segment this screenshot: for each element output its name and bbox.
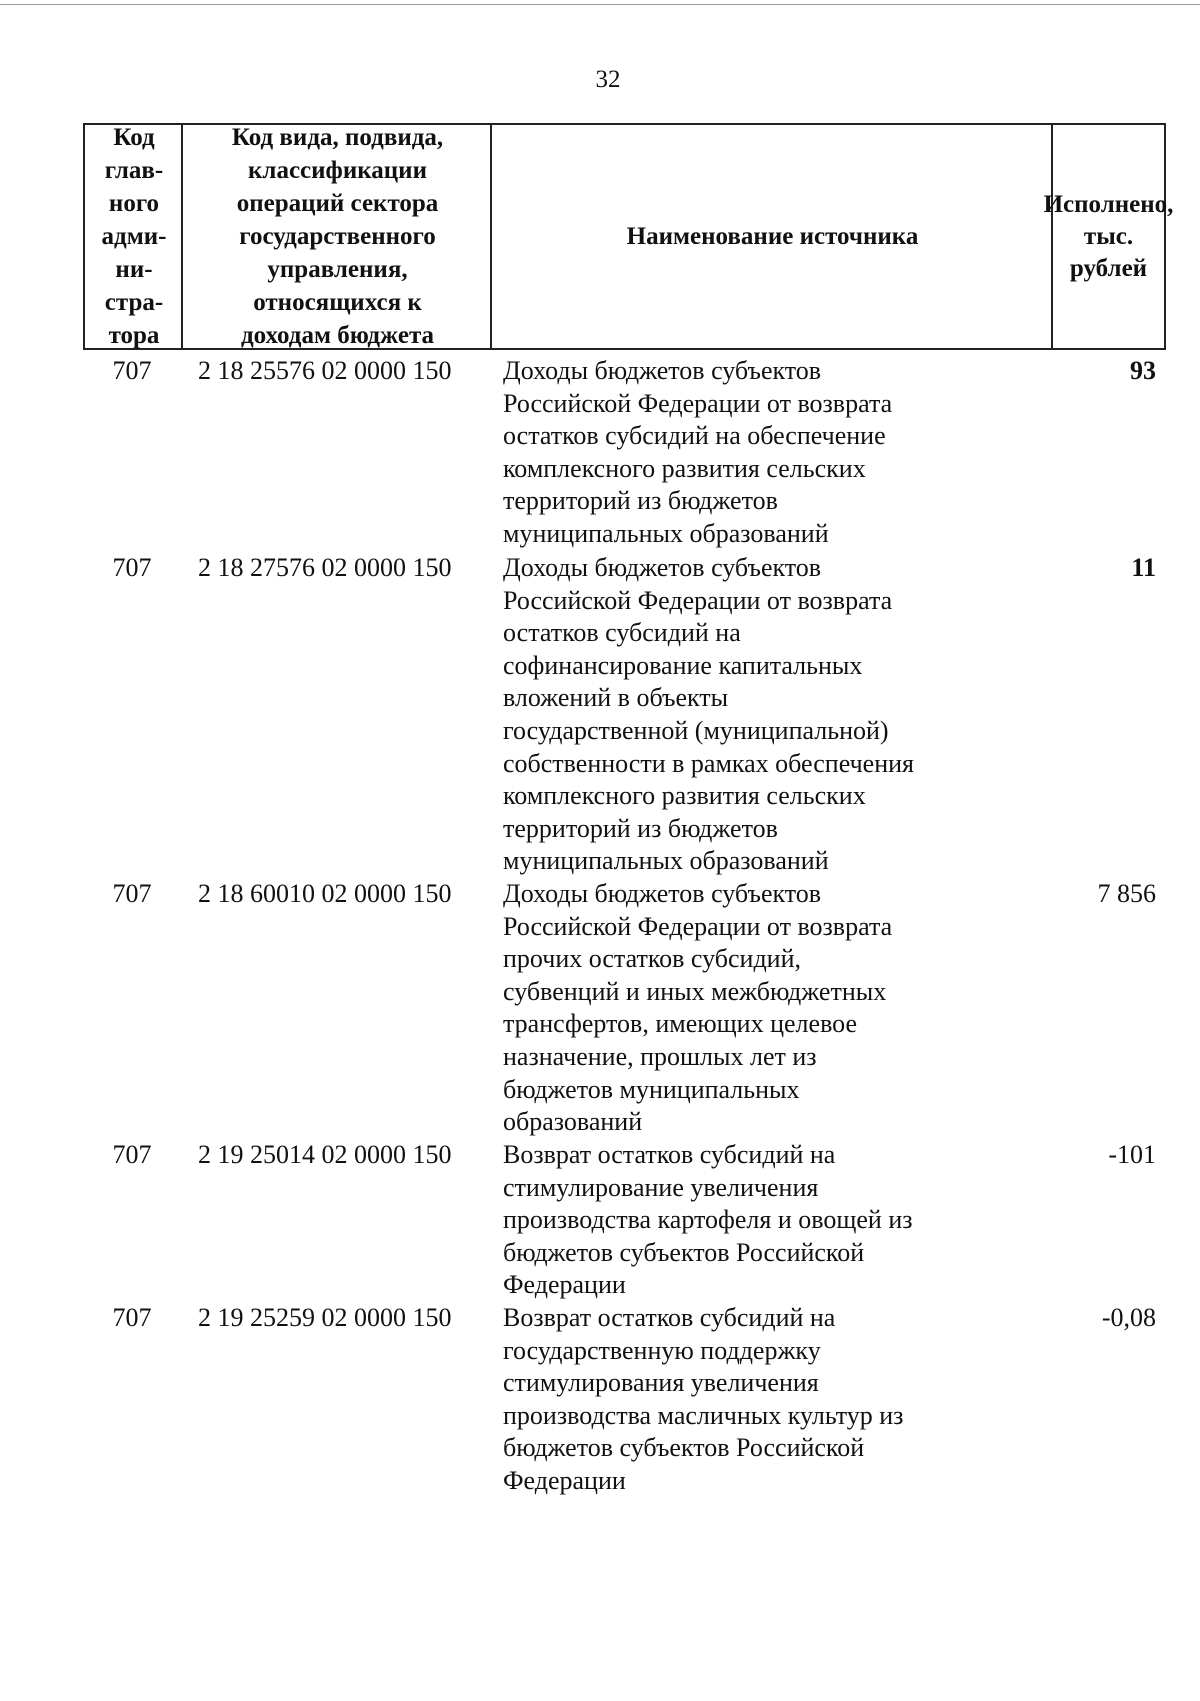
classification-code: 2 19 25259 02 0000 150	[198, 1303, 452, 1332]
text-line: государственную поддержку	[503, 1335, 821, 1365]
table-header	[83, 123, 1174, 350]
text-line: производства масличных культур из	[503, 1400, 904, 1430]
admin-code: 707	[112, 1303, 152, 1332]
text-line: ного	[108, 190, 160, 217]
text-line: Исполнено,	[1043, 190, 1174, 218]
text-line: адми-	[101, 223, 167, 250]
text-line: комплексного развития сельских	[503, 781, 866, 811]
top-rule	[0, 4, 1200, 5]
header-classification-code	[183, 125, 492, 348]
classification-code: 2 18 60010 02 0000 150	[198, 879, 452, 908]
text-line: остатков субсидий на обеспечение	[503, 421, 886, 451]
text-line: глав-	[104, 157, 164, 184]
page-number: 32	[595, 66, 621, 93]
text-line: государственного	[239, 223, 436, 250]
text-line: бюджетов муниципальных	[503, 1074, 800, 1104]
text-line: государственной (муниципальной)	[503, 715, 889, 745]
text-line: классификации	[248, 157, 427, 184]
text-line: Доходы бюджетов субъектов	[503, 553, 822, 582]
text-line: вложений в объекты	[503, 683, 729, 713]
text-line: стимулирования увеличения	[503, 1368, 819, 1398]
text-line: трансфертов, имеющих целевое	[503, 1009, 858, 1039]
text-line: Доходы бюджетов субъектов	[503, 356, 822, 385]
text-line: Федерации	[503, 1270, 626, 1300]
text-line: тыс.	[1083, 222, 1134, 250]
source-name	[503, 1302, 1063, 1498]
text-line: прочих остатков субсидий,	[503, 944, 802, 974]
text-line: остатков субсидий на	[503, 618, 741, 648]
text-line: образований	[503, 1107, 643, 1137]
text-line: рублей	[1069, 254, 1148, 282]
executed-amount: -0,08	[1101, 1303, 1156, 1332]
header-text	[102, 121, 167, 352]
text-line: стимулирование увеличения	[503, 1172, 819, 1202]
text-line: относящихся к	[253, 289, 422, 316]
header-executed-amount	[1043, 125, 1174, 348]
text-line: операций сектора	[236, 190, 439, 217]
source-name	[503, 1139, 1063, 1302]
text-line: бюджетов субъектов Российской	[503, 1433, 865, 1463]
text-line: Наименование источника	[626, 223, 919, 250]
text-line: управления,	[267, 256, 408, 283]
header-text	[627, 220, 919, 253]
text-line: Российской Федерации от возврата	[503, 585, 893, 615]
text-line: софинансирование капитальных	[503, 650, 863, 680]
admin-code: 707	[112, 879, 152, 908]
text-line: Российской Федерации от возврата	[503, 388, 893, 418]
text-line: Код	[113, 124, 155, 151]
text-line: производства картофеля и овощей из	[503, 1205, 913, 1235]
text-line: территорий из бюджетов	[503, 486, 778, 516]
text-line: Возврат остатков субсидий на	[503, 1140, 836, 1169]
executed-amount: -101	[1108, 1140, 1156, 1169]
text-line: субвенций и иных межбюджетных	[503, 976, 887, 1006]
header-admin-code	[85, 125, 183, 348]
text-line: муниципальных образований	[503, 518, 829, 548]
text-line: собственности в рамках обеспечения	[503, 748, 914, 778]
classification-code: 2 18 27576 02 0000 150	[198, 553, 452, 582]
text-line: ни-	[115, 256, 153, 283]
source-name	[503, 552, 1063, 878]
header-source-name	[492, 125, 1053, 348]
text-line: бюджетов субъектов Российской	[503, 1237, 865, 1267]
text-line: Возврат остатков субсидий на	[503, 1303, 836, 1332]
classification-code: 2 19 25014 02 0000 150	[198, 1140, 452, 1169]
executed-amount: 93	[1130, 356, 1156, 385]
admin-code: 707	[112, 1140, 152, 1169]
executed-amount: 7 856	[1097, 879, 1156, 908]
source-name	[503, 878, 1063, 1139]
text-line: территорий из бюджетов	[503, 813, 778, 843]
text-line: назначение, прошлых лет из	[503, 1041, 817, 1071]
text-line: доходам бюджета	[240, 322, 435, 349]
text-line: стра-	[104, 289, 164, 316]
header-text	[1044, 189, 1174, 285]
admin-code: 707	[112, 356, 152, 385]
source-name	[503, 355, 1063, 551]
admin-code: 707	[112, 553, 152, 582]
text-line: Доходы бюджетов субъектов	[503, 879, 822, 908]
text-line: муниципальных образований	[503, 846, 829, 876]
header-text	[232, 121, 443, 352]
text-line: Российской Федерации от возврата	[503, 911, 893, 941]
text-line: тора	[108, 322, 160, 349]
text-line: комплексного развития сельских	[503, 453, 866, 483]
text-line: Федерации	[503, 1465, 626, 1495]
text-line: Код вида, подвида,	[231, 124, 444, 151]
classification-code: 2 18 25576 02 0000 150	[198, 356, 452, 385]
executed-amount: 11	[1131, 553, 1156, 582]
